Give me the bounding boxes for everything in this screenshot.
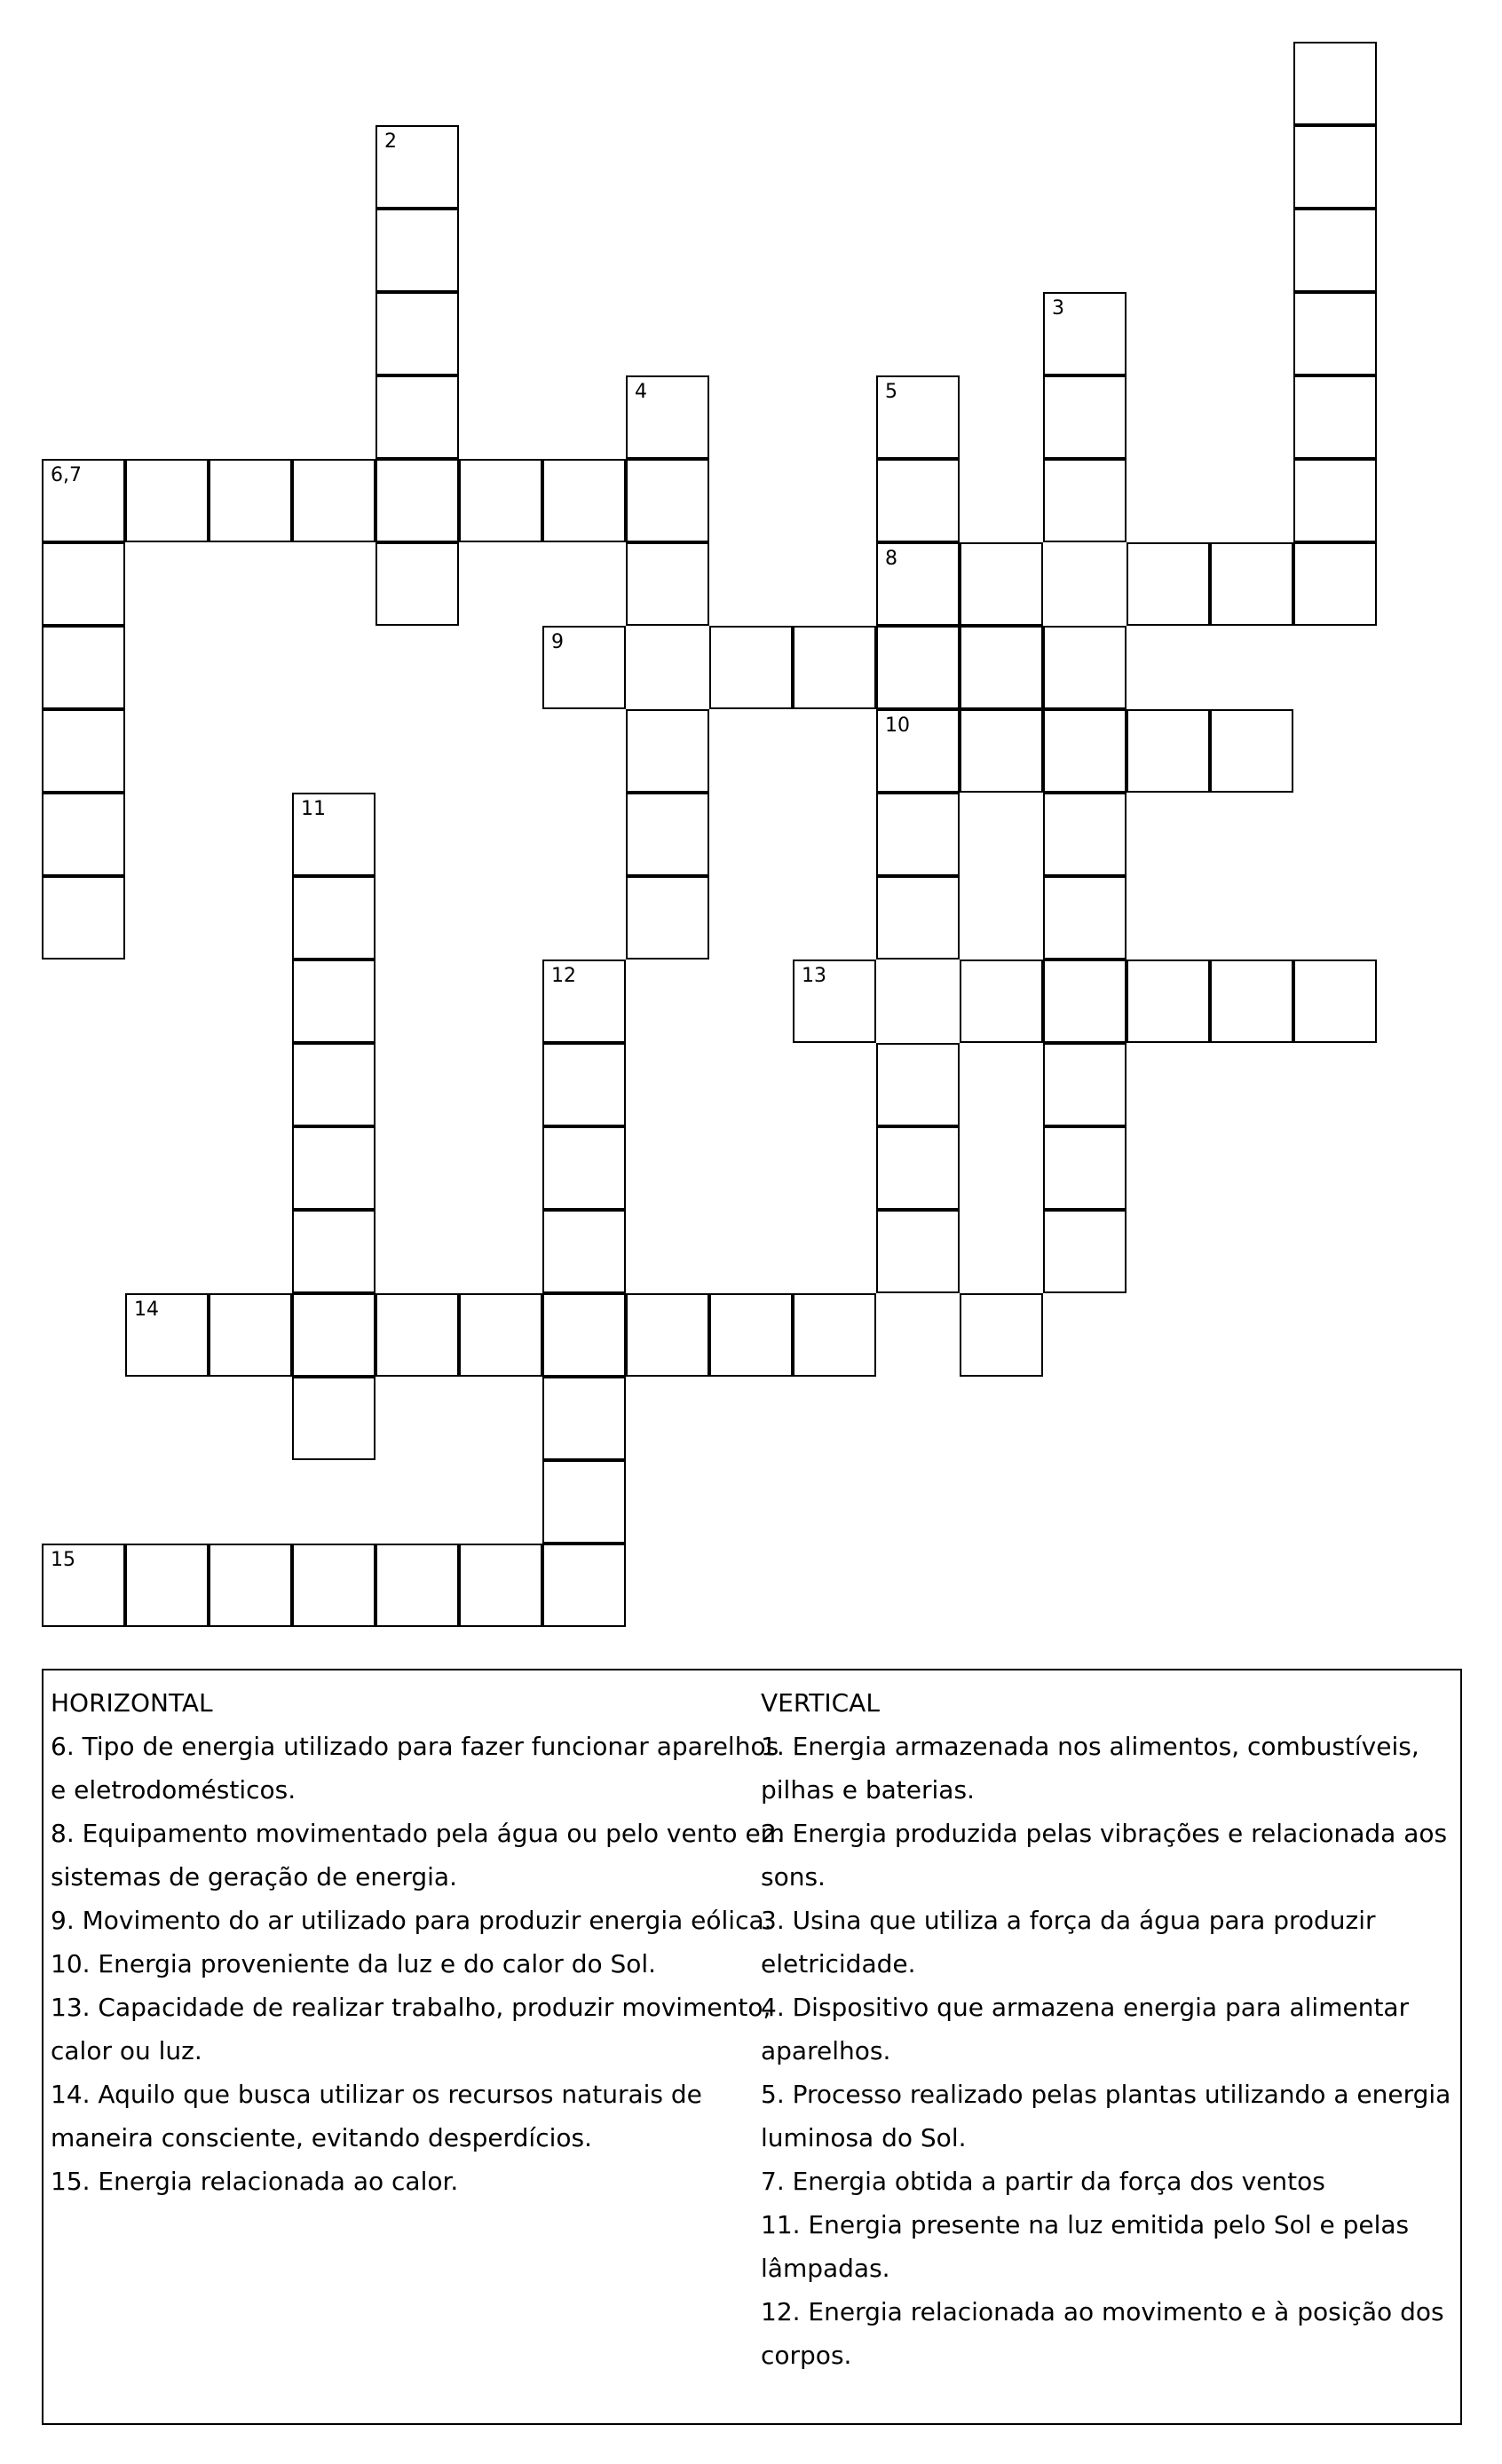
grid-cell[interactable] [542,459,626,542]
clue-number: 11 [301,798,326,820]
clue-number: 4 [635,381,647,403]
clue-vertical-4: 4. Dispositivo que armazena energia para alimentar aparelhos. [761,1993,1410,2065]
clue-number: 10 [885,715,910,737]
grid-cell[interactable] [876,1210,960,1293]
grid-cell[interactable] [42,626,125,709]
grid-cell[interactable] [1043,1126,1126,1210]
grid-cell[interactable] [42,542,125,626]
grid-cell[interactable] [292,1210,376,1293]
clue-horizontal-6: 6. Tipo de energia utilizado para fazer funcionar aparelhos e eletrodomésticos. [51,1732,779,1805]
clue-number: 5 [885,381,897,403]
clue-horizontal-9: 9. Movimento do ar utilizado para produzir energia eólica. [51,1906,772,1935]
grid-cell[interactable] [793,1293,876,1377]
clue-vertical-7: 7. Energia obtida a partir da força dos ventos [761,2167,1325,2196]
grid-cell[interactable] [459,1544,542,1627]
grid-cell[interactable] [709,1293,793,1377]
horizontal-clues [51,1681,786,2203]
grid-cell[interactable] [1293,292,1377,375]
clue-number: 15 [51,1549,75,1571]
clue-number: 6,7 [51,464,82,486]
grid-cell-4[interactable] [626,375,709,459]
clue-number: 13 [802,965,826,987]
grid-cell[interactable] [876,459,960,542]
clue-horizontal-14: 14. Aquilo que busca utilizar os recursos naturais de maneira consciente, evitando desperdícios. [51,2080,702,2152]
grid-cell[interactable] [1043,1210,1126,1293]
grid-cell[interactable] [209,1293,292,1377]
grid-cell[interactable] [626,876,709,960]
grid-cell[interactable] [292,459,376,542]
grid-cell[interactable] [1043,793,1126,876]
clue-vertical-11: 11. Energia presente na luz emitida pelo Sol e pelas lâmpadas. [761,2210,1410,2283]
grid-cell[interactable] [42,709,125,793]
clue-horizontal-13: 13. Capacidade de realizar trabalho, produzir movimento, calor ou luz. [51,1993,771,2065]
grid-cell-9[interactable] [542,626,626,709]
grid-cell[interactable] [626,709,709,793]
grid-cell[interactable] [876,793,960,876]
grid-cell[interactable] [1210,542,1293,626]
clue-horizontal-15: 15. Energia relacionada ao calor. [51,2167,459,2196]
grid-cell[interactable] [376,1293,459,1377]
grid-cell-8[interactable] [876,542,960,626]
grid-cell-6-7[interactable] [42,459,125,542]
grid-cell[interactable] [1293,960,1377,1043]
clue-vertical-12: 12. Energia relacionada ao movimento e à posição dos corpos. [761,2297,1444,2370]
grid-cell[interactable] [292,960,376,1043]
grid-cell[interactable] [960,709,1043,793]
grid-cell[interactable] [1210,960,1293,1043]
grid-cell-3[interactable] [1043,292,1126,375]
grid-cell[interactable] [125,459,209,542]
grid-cell[interactable] [960,1293,1043,1377]
grid-cell[interactable] [1043,709,1126,793]
grid-cell[interactable] [626,793,709,876]
grid-cell[interactable] [459,1293,542,1377]
grid-cell[interactable] [376,542,459,626]
grid-cell-12[interactable] [542,960,626,1043]
grid-cell[interactable] [876,1043,960,1126]
grid-cell[interactable] [542,1377,626,1460]
grid-cell[interactable] [376,375,459,459]
grid-cell[interactable] [542,1210,626,1293]
clue-vertical-3: 3. Usina que utiliza a força da água para produzir eletricidade. [761,1906,1376,1978]
vertical-clues [761,1681,1453,2377]
horizontal-title: HORIZONTAL [51,1688,213,1718]
grid-cell[interactable] [209,1544,292,1627]
grid-cell[interactable] [1043,459,1126,542]
grid-cell[interactable] [42,876,125,960]
clue-vertical-1: 1. Energia armazenada nos alimentos, combustíveis, pilhas e baterias. [761,1732,1419,1805]
grid-cell[interactable] [626,459,709,542]
grid-cell[interactable] [292,876,376,960]
grid-cell[interactable] [1210,709,1293,793]
grid-cell[interactable] [1293,209,1377,292]
grid-cell[interactable] [376,209,459,292]
grid-cell[interactable] [793,626,876,709]
grid-cell[interactable] [1293,542,1377,626]
grid-cell[interactable] [542,1544,626,1627]
grid-cell-5[interactable] [876,375,960,459]
grid-cell[interactable] [542,1293,626,1377]
grid-cell[interactable] [876,626,960,709]
clues-box [42,1669,1462,2425]
grid-cell[interactable] [42,793,125,876]
grid-cell[interactable] [542,1126,626,1210]
grid-cell[interactable] [209,459,292,542]
clue-vertical-2: 2. Energia produzida pelas vibrações e relacionada aos sons. [761,1819,1448,1891]
grid-cell[interactable] [459,459,542,542]
grid-cell[interactable] [292,1043,376,1126]
grid-cell[interactable] [125,1544,209,1627]
grid-cell[interactable] [1293,375,1377,459]
grid-cell[interactable] [542,1043,626,1126]
grid-cell[interactable] [292,1377,376,1460]
clue-number: 3 [1052,297,1064,320]
grid-cell-10[interactable] [876,709,960,793]
grid-cell[interactable] [542,1460,626,1544]
grid-cell[interactable] [376,292,459,375]
vertical-title: VERTICAL [761,1688,880,1718]
grid-cell-13[interactable] [793,960,876,1043]
grid-cell[interactable] [292,1126,376,1210]
grid-cell[interactable] [1043,375,1126,459]
grid-cell-14[interactable] [125,1293,209,1377]
grid-cell[interactable] [1293,42,1377,125]
clue-number: 12 [551,965,576,987]
grid-cell[interactable] [1043,626,1126,709]
clue-number: 9 [551,631,564,653]
grid-cell-2[interactable] [376,125,459,209]
grid-cell[interactable] [376,1544,459,1627]
grid-cell[interactable] [960,542,1043,626]
grid-cell[interactable] [1043,876,1126,960]
grid-cell[interactable] [1126,960,1210,1043]
grid-cell[interactable] [1293,459,1377,542]
grid-cell[interactable] [1043,1043,1126,1126]
grid-cell[interactable] [292,1544,376,1627]
clue-horizontal-8: 8. Equipamento movimentado pela água ou pelo vento em sistemas de geração de energia. [51,1819,785,1891]
grid-cell[interactable] [626,1293,709,1377]
clue-horizontal-10: 10. Energia proveniente da luz e do calor do Sol. [51,1949,657,1978]
grid-cell[interactable] [1043,960,1126,1043]
grid-cell[interactable] [960,626,1043,709]
grid-cell[interactable] [960,960,1043,1043]
grid-cell-15[interactable] [42,1544,125,1627]
grid-cell[interactable] [876,876,960,960]
grid-cell[interactable] [376,459,459,542]
grid-cell[interactable] [709,626,793,709]
clue-vertical-5: 5. Processo realizado pelas plantas utilizando a energia luminosa do Sol. [761,2080,1451,2152]
clue-number: 8 [885,548,897,570]
grid-cell[interactable] [626,542,709,626]
grid-cell[interactable] [292,1293,376,1377]
grid-cell[interactable] [1126,542,1210,626]
grid-cell-11[interactable] [292,793,376,876]
grid-cell[interactable] [1126,709,1210,793]
grid-cell[interactable] [1293,125,1377,209]
clue-number: 2 [384,130,397,153]
grid-cell[interactable] [876,1126,960,1210]
clue-number: 14 [134,1299,159,1321]
